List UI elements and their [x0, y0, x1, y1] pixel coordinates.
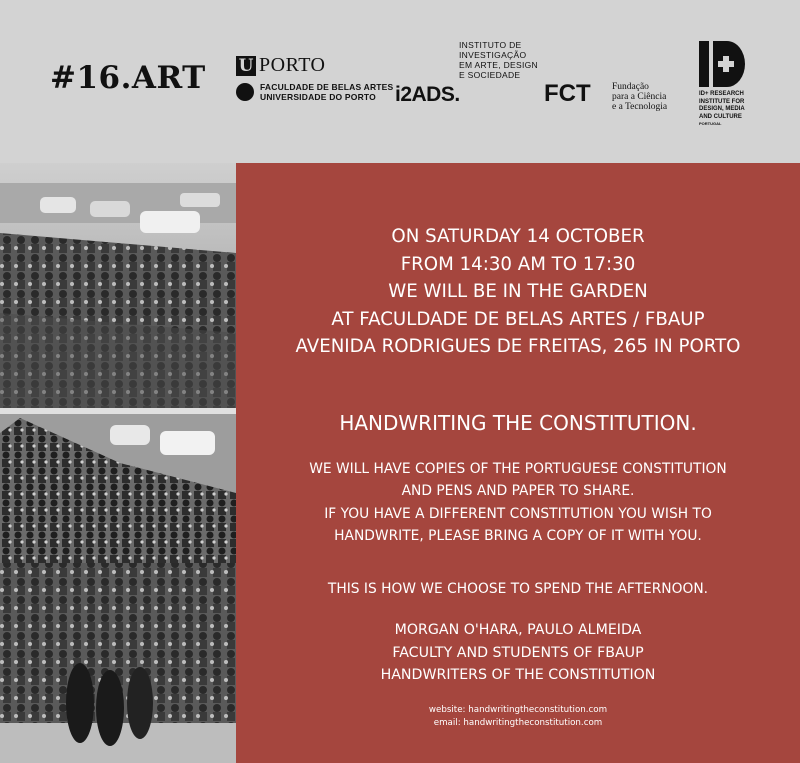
website-link[interactable]: website: handwritingtheconstitution.com — [428, 705, 608, 715]
signature-line-2: FACULTY AND STUDENTS OF FBAUP — [392, 644, 644, 661]
fct-line-2: para a Ciência — [612, 92, 667, 102]
event-venue: AT FACULDADE DE BELAS ARTES / FBAUP — [331, 308, 705, 330]
idplus-line-2: INSTITUTE FOR — [699, 98, 745, 105]
idplus-line-3: DESIGN, MEDIA — [699, 106, 745, 112]
event-info — [236, 458, 800, 547]
info-line-4: HANDWRITE, PLEASE BRING A COPY OF IT WITH YOU. — [334, 527, 702, 544]
uporto-faculty-line: FACULDADE DE BELAS ARTES — [260, 82, 394, 92]
event-closing: THIS IS HOW WE CHOOSE TO SPEND THE AFTERNOON. — [327, 581, 709, 597]
uporto-emblem-icon — [236, 83, 254, 101]
event-place: WE WILL BE IN THE GARDEN — [388, 281, 648, 303]
idplus-line-1: ID+ RESEARCH — [699, 91, 744, 97]
signature-line-1: MORGAN O'HARA, PAULO ALMEIDA — [394, 622, 642, 638]
event-contact — [236, 704, 800, 730]
i2ads-institute-name — [459, 40, 538, 80]
event-details — [236, 223, 800, 361]
crowd-queue-photo — [0, 163, 236, 763]
idplus-logo-icon — [699, 41, 745, 87]
i2ads-logo: i2ADS. — [395, 83, 460, 106]
event-time: FROM 14:30 AM TO 17:30 — [400, 253, 636, 275]
fct-logo: FCT — [544, 80, 591, 107]
idplus-line-4: AND CULTURE — [699, 113, 742, 120]
crowd-photo-illustration — [0, 163, 236, 763]
info-line-3: IF YOU HAVE A DIFFERENT CONSTITUTION YOU WISH TO — [324, 505, 712, 522]
signature-line-3: HANDWRITERS OF THE CONSTITUTION — [380, 667, 656, 683]
uporto-university-line: UNIVERSIDADE DO PORTO — [260, 92, 376, 102]
uporto-wordmark: PORTO — [259, 54, 326, 76]
idplus-line-5: PORTUGAL — [699, 121, 722, 126]
fct-foundation-name — [612, 82, 667, 112]
event-signatures — [236, 619, 800, 687]
event-address: AVENIDA RODRIGUES DE FREITAS, 265 IN PORTO — [295, 336, 741, 358]
uporto-logo — [236, 54, 393, 102]
header-bar — [0, 0, 800, 163]
art-16-logo: #16.ART — [50, 60, 206, 96]
i2ads-line-2: INVESTIGAÇÃO — [459, 50, 527, 60]
event-info-panel — [236, 163, 800, 763]
fct-line-1: Fundação — [612, 82, 649, 92]
i2ads-line-4: E SOCIEDADE — [459, 70, 521, 80]
idplus-institute-name — [699, 91, 745, 126]
info-line-2: AND PENS AND PAPER TO SHARE. — [401, 483, 635, 500]
info-line-1: WE WILL HAVE COPIES OF THE PORTUGUESE CONSTITUTION — [309, 461, 727, 477]
i2ads-line-3: EM ARTE, DESIGN — [459, 60, 538, 70]
i2ads-line-1: INSTITUTO DE — [459, 40, 522, 50]
email-link[interactable]: email: handwritingtheconstitution.com — [433, 718, 603, 728]
event-headline: HANDWRITING THE CONSTITUTION. — [339, 411, 697, 435]
uporto-u-mark: U — [236, 56, 256, 76]
event-date: ON SATURDAY 14 OCTOBER — [391, 226, 645, 247]
fct-line-3: e a Tecnologia — [612, 102, 668, 112]
